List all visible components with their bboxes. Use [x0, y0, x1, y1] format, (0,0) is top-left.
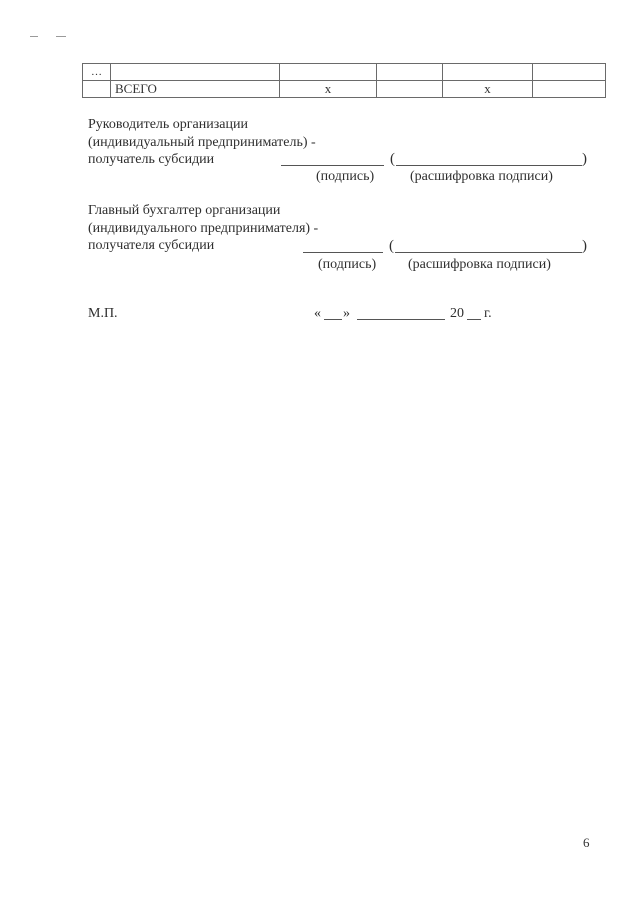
accountant-signature-line	[303, 252, 383, 253]
table-row-total	[83, 81, 606, 98]
accountant-close-paren: )	[582, 238, 587, 254]
stamp-place-label: М.П.	[88, 306, 118, 321]
accountant-title-line1: Главный бухгалтер организации	[88, 203, 281, 218]
accountant-signature-caption: (подпись)	[318, 257, 377, 272]
table-cell	[377, 64, 443, 81]
date-day-line	[324, 319, 342, 320]
head-signature-caption: (подпись)	[316, 169, 375, 184]
table-cell	[443, 64, 533, 81]
table-cell	[280, 64, 377, 81]
summary-table	[82, 63, 606, 98]
date-year-line	[467, 319, 481, 320]
accountant-decoding-line	[395, 252, 582, 253]
head-title-line1: Руководитель организации	[88, 117, 248, 132]
head-title-line3: получатель субсидии	[88, 152, 215, 167]
date-year-prefix: 20	[450, 306, 464, 321]
table-cell-no	[83, 81, 111, 98]
date-quote-open: «	[314, 306, 321, 321]
table-cell	[377, 81, 443, 98]
table-cell-no: …	[83, 64, 111, 81]
table-cell	[533, 81, 606, 98]
table-row	[83, 64, 606, 81]
head-decoding-caption: (расшифровка подписи)	[410, 169, 553, 184]
page-number: 6	[583, 835, 590, 850]
accountant-decoding-caption: (расшифровка подписи)	[408, 257, 551, 272]
table-cell: x	[280, 81, 377, 98]
table-cell-name: ВСЕГО	[111, 81, 280, 98]
accountant-title-line2: (индивидуального предпринимателя) -	[88, 221, 319, 236]
table-cell	[533, 64, 606, 81]
date-quote-close: »	[343, 306, 350, 321]
scan-artifact	[30, 36, 72, 40]
head-title-line2: (индивидуальный предприниматель) -	[88, 135, 316, 150]
date-year-suffix: г.	[484, 306, 492, 321]
head-signature-line	[281, 165, 384, 166]
head-close-paren: )	[582, 151, 587, 167]
head-decoding-line	[396, 165, 582, 166]
table-cell: x	[443, 81, 533, 98]
table-cell-name	[111, 64, 280, 81]
date-month-line	[357, 319, 445, 320]
head-open-paren: (	[390, 151, 395, 167]
accountant-open-paren: (	[389, 238, 394, 254]
accountant-title-line3: получателя субсидии	[88, 238, 215, 253]
